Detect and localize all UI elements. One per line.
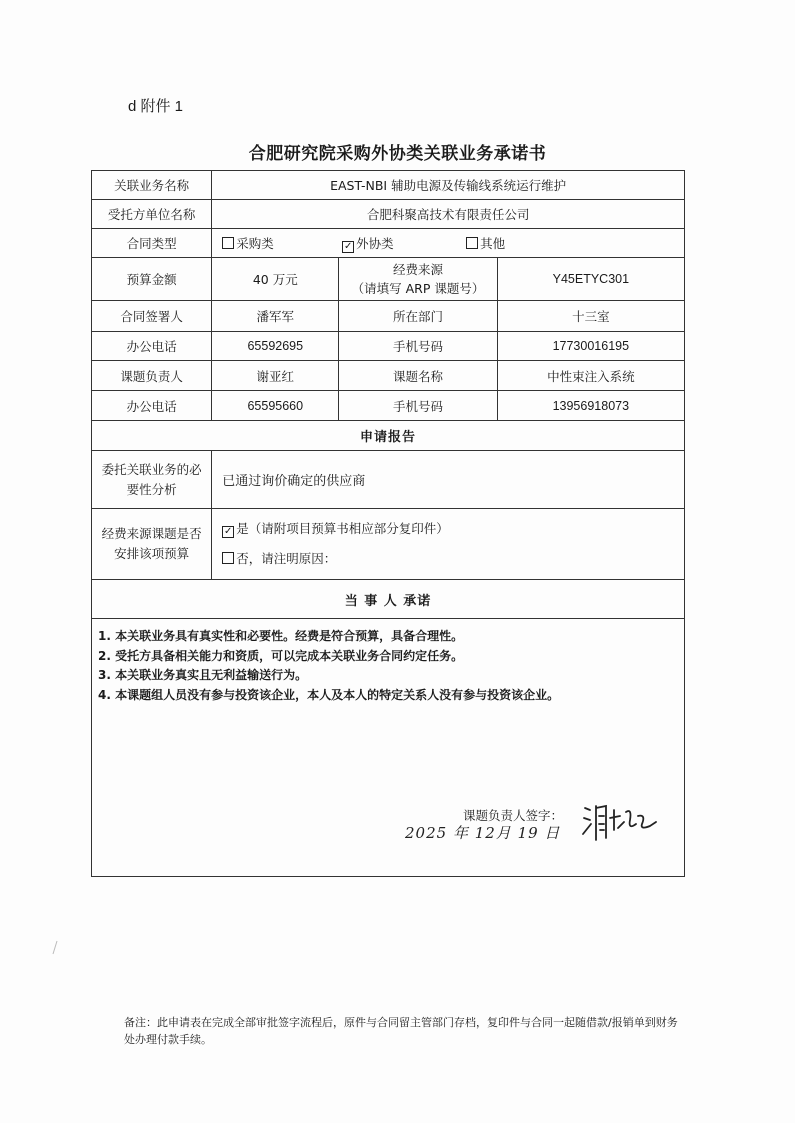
office-phone-value: 65595660 (212, 391, 339, 421)
entrusted-unit-label: 受托方单位名称 (92, 200, 212, 229)
row-contract-type (92, 229, 685, 258)
budget-arranged-yes-label: 是（请附项目预算书相应部分复印件） (236, 521, 449, 536)
row-entrusted-unit (92, 200, 685, 229)
contract-type-options (212, 229, 685, 258)
commitment-form-table (91, 170, 685, 877)
handwritten-date: 2025 年 12月 19 日 (405, 824, 561, 842)
budget-arranged-no[interactable] (222, 544, 680, 574)
business-name-label: 关联业务名称 (92, 171, 212, 200)
contract-type-outsourcing[interactable] (342, 234, 462, 253)
signature-label: 课题负责人签字： (463, 808, 564, 823)
contract-type-purchase-label: 采购类 (236, 235, 274, 251)
contract-type-purchase[interactable] (222, 234, 338, 252)
checkbox-checked-icon[interactable]: ✓ (343, 240, 353, 252)
project-leader-label: 课题负责人 (92, 361, 212, 391)
row-office-phone-1 (92, 332, 685, 361)
mobile-value: 13956918073 (497, 391, 684, 421)
row-office-phone-2 (92, 391, 685, 421)
row-application-heading (92, 421, 685, 451)
row-project-leader (92, 361, 685, 391)
commitment-item: 3. 本关联业务真实且无利益输送行为。 (98, 668, 308, 682)
office-phone-label: 办公电话 (92, 332, 212, 361)
row-budget (92, 258, 685, 301)
office-phone-label: 办公电话 (92, 391, 212, 421)
checkbox-empty-icon[interactable] (466, 237, 478, 249)
fund-source-value: Y45ETYC301 (497, 258, 684, 301)
commitment-item: 4. 本课题组人员没有参与投资该企业，本人及本人的特定关系人没有参与投资该企业。 (98, 687, 560, 702)
project-name-label: 课题名称 (339, 361, 497, 391)
commitment-item: 1. 本关联业务具有真实性和必要性。经费是符合预算，具备合理性。 (98, 629, 464, 643)
contract-type-outsourcing-label: 外协类 (356, 235, 394, 251)
row-business-name (92, 171, 685, 200)
project-name-value: 中性束注入系统 (497, 361, 684, 391)
project-leader-value: 谢亚红 (212, 361, 339, 391)
row-budget-arranged (92, 509, 685, 580)
contract-type-label: 合同类型 (92, 229, 212, 258)
business-name-value: EAST-NBI 辅助电源及传输线系统运行维护 (212, 171, 685, 200)
budget-arranged-yes[interactable] (222, 514, 680, 544)
checkbox-checked-icon[interactable]: ✓ (223, 526, 233, 537)
stray-mark-icon (50, 940, 60, 956)
application-heading: 申请报告 (92, 421, 685, 451)
handwritten-signature (580, 800, 660, 848)
budget-arranged-label: 经费来源课题是否安排该项预算 (92, 509, 212, 580)
row-signer (92, 301, 685, 332)
row-commitment-heading (92, 580, 685, 619)
checkbox-empty-icon[interactable] (222, 237, 234, 249)
budget-arranged-no-label: 否，请注明原因： (236, 551, 337, 566)
mobile-label: 手机号码 (339, 332, 497, 361)
mobile-value: 17730016195 (497, 332, 684, 361)
contract-type-other[interactable] (466, 234, 505, 252)
budget-label: 预算金额 (92, 258, 212, 301)
necessity-value: 已通过询价确定的供应商 (212, 451, 685, 509)
budget-value: 40 万元 (212, 258, 339, 301)
commitment-item: 2. 受托方具备相关能力和资质，可以完成本关联业务合同约定任务。 (98, 648, 464, 663)
checkbox-empty-icon[interactable] (222, 552, 234, 564)
fund-source-label-cell (339, 258, 497, 301)
necessity-label: 委托关联业务的必要性分析 (92, 451, 212, 509)
commitment-heading: 当 事 人 承诺 (92, 580, 685, 619)
signer-label: 合同签署人 (92, 301, 212, 332)
contract-type-other-label: 其他 (480, 235, 506, 251)
attachment-label: d 附件 1 (128, 98, 184, 115)
dept-label: 所在部门 (339, 301, 497, 332)
fund-source-note: （请填写 ARP 课题号） (351, 281, 485, 296)
row-necessity (92, 451, 685, 509)
office-phone-value: 65592695 (212, 332, 339, 361)
document-title: 合肥研究院采购外协类关联业务承诺书 (248, 144, 547, 164)
budget-arranged-options (212, 509, 685, 580)
mobile-label: 手机号码 (339, 391, 497, 421)
signer-value: 潘军军 (212, 301, 339, 332)
entrusted-unit-value: 合肥科聚高技术有限责任公司 (212, 200, 685, 229)
dept-value: 十三室 (497, 301, 684, 332)
fund-source-label: 经费来源 (393, 262, 444, 277)
footnote: 备注：此申请表在完成全部审批签字流程后，原件与合同留主管部门存档，复印件与合同一起随借款/报销单到财务处办理付款手续。 (124, 1016, 678, 1046)
